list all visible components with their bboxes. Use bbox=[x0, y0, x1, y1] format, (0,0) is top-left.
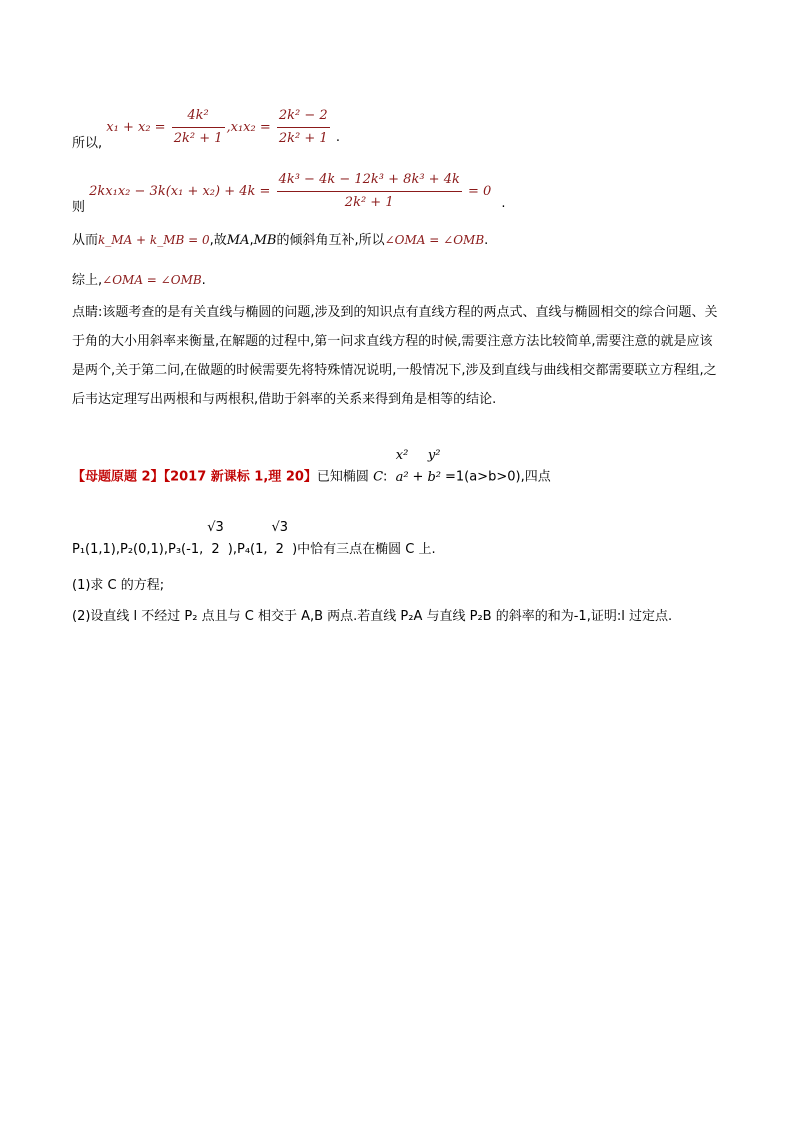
problem-tag: 【母题原题 2】 bbox=[72, 469, 164, 485]
question-1: (1)求 C 的方程; bbox=[72, 578, 165, 593]
slope-conclusion-line: 从而k_MA + k_MB = 0,故MA,MB的倾斜角互补,所以∠OMA = ∠OMB. bbox=[72, 233, 489, 248]
product-fraction: $\frac{\text{2k² − 2}}{\text{2k² + 1}}$ bbox=[278, 108, 328, 146]
sqrt3-over-2: √3 2 bbox=[271, 520, 289, 557]
substitution-fraction: $\frac{\text{4k³ − 4k − 12k³ + 8k³ + 4k}}{\text{2k² + 1}}$ bbox=[278, 172, 460, 210]
problem-statement: 【母题原题 2】【2017 新课标 1,理 20】已知椭圆 C: x² a² + y² b² =1(a>b>0),四点 bbox=[72, 456, 551, 498]
problem-source: 【2017 新课标 1,理 20】 bbox=[163, 469, 317, 485]
ellipse-y-term: y² b² bbox=[427, 448, 441, 485]
substitution-formula: 2kx₁x₂ − 3k(x₁ + x₂) + 4k = $\frac{\text{4k³ − 4k − 12k³ + 8k³ + 4k}}{\text{2k² + 1}}$ = 0 bbox=[89, 184, 495, 199]
substitution-line: 则 2kx₁x₂ − 3k(x₁ + x₂) + 4k = $\frac{\text{4k³ − 4k − 12k³ + 8k³ + 4k}}{\text{2k² + 1}}$ = 0 . bbox=[72, 172, 506, 215]
angle-equality-formula: ∠OMA = ∠OMB bbox=[384, 233, 485, 247]
sqrt3-over-2: √3 2 bbox=[207, 520, 224, 557]
comment-paragraph: 点睛:该题考查的是有关直线与椭圆的问题,涉及到的知识点有直线方程的两点式、直线与椭圆相交的综合问题、关于角的大小用斜率来衡量,在解题的过程中,第一问求直线方程的时候,需要注意方法比较简单,需要注意的就是应该是两个,关于第二问,在做题的时候需要先将特殊情况说明,一般情况下,涉及到直线与曲线相交都需要联立方程组,之后韦达定理写出两根和与两根积,借助于斜率的关系来得到角是相等的结论. bbox=[72, 305, 718, 407]
question-2: (2)设直线 l 不经过 P₂ 点且与 C 相交于 A,B 两点.若直线 P₂A 与直线 P₂B 的斜率的和为-1,证明:l 过定点. bbox=[72, 609, 673, 624]
sum-fraction: $\frac{\text{4k²}}{\text{2k² + 1}}$ bbox=[173, 108, 223, 146]
points-line: P₁(1,1),P₂(0,1),P₃(-1, √3 2 ),P₄(1, √3 2 )中恰有三点在椭圆 C 上. bbox=[72, 518, 436, 560]
prefix-text: 则 bbox=[72, 200, 86, 215]
summary-line: 综上,∠OMA = ∠OMB. bbox=[72, 273, 206, 288]
slope-sum-formula: k_MA + k_MB = 0 bbox=[98, 233, 210, 247]
angle-equality-formula: ∠OMA = ∠OMB bbox=[102, 273, 202, 287]
ellipse-x-term: x² a² bbox=[395, 448, 409, 485]
prefix-text: 所以, bbox=[72, 136, 103, 151]
sum-product-line: 所以, x₁ + x₂ = $\frac{\text{4k²}}{\text{2k² + 1}}$ ,x₁x₂ = $\frac{\text{2k² − 2}}{\text{2k² + 1}}$ . bbox=[72, 108, 340, 151]
sum-formula: x₁ + x₂ = $\frac{\text{4k²}}{\text{2k² + 1}}$ ,x₁x₂ = $\frac{\text{2k² − 2}}{\text{2k² + 1}}$ bbox=[106, 120, 336, 135]
